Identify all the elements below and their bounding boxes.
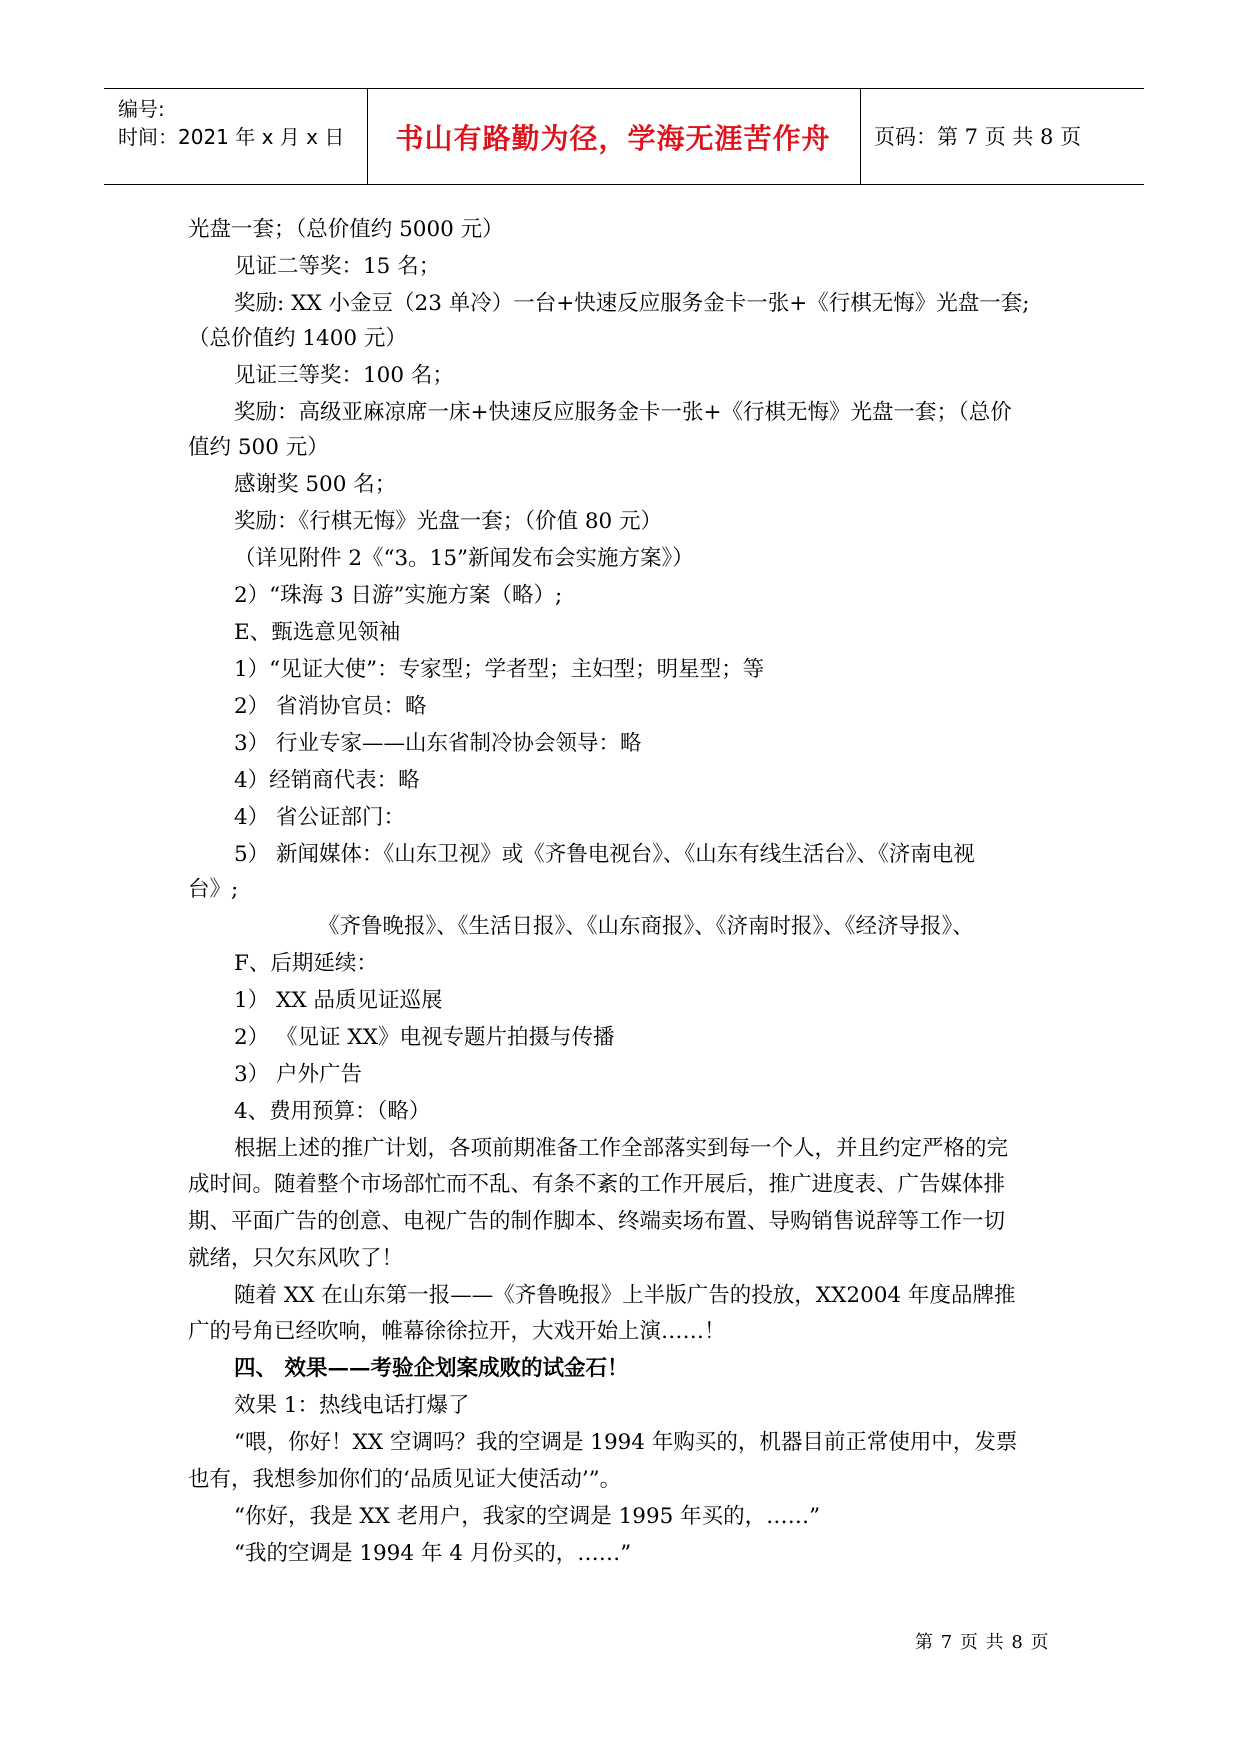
- document-number-label: 编号:: [118, 97, 165, 121]
- section-heading: E、甄选意见领袖: [234, 620, 401, 645]
- body-line: 1） XX 品质见证巡展: [234, 988, 443, 1013]
- body-line: “你好，我是 XX 老用户，我家的空调是 1995 年买的，……”: [234, 1504, 821, 1529]
- body-line: 值约 500 元）: [188, 435, 329, 460]
- body-line: 就绪，只欠东风吹了！: [188, 1246, 404, 1271]
- body-line: 也有，我想参加你们的‘品质见证大使活动’”。: [188, 1467, 622, 1492]
- body-line: “我的空调是 1994 年 4 月份买的，……”: [234, 1541, 632, 1566]
- body-line: 根据上述的推广计划，各项前期准备工作全部落实到每一个人，并且约定严格的完: [234, 1136, 1009, 1161]
- body-line: 3） 行业专家——山东省制冷协会领导：略: [234, 731, 642, 756]
- page-header: [104, 88, 1144, 185]
- body-line: 2） 省消协官员：略: [234, 694, 427, 719]
- body-line: 期、平面广告的创意、电视广告的制作脚本、终端卖场布置、导购销售说辞等工作一切: [188, 1209, 1006, 1234]
- body-line: 奖励：《行棋无悔》光盘一套；（价值 80 元）: [234, 509, 663, 534]
- body-line: 《齐鲁晚报》、《生活日报》、《山东商报》、《济南时报》、《经济导报》、: [318, 914, 974, 939]
- section-heading: F、后期延续：: [234, 951, 378, 976]
- page-footer: 第 7 页 共 8 页: [915, 1632, 1050, 1653]
- body-line: 广的号角已经吹响，帷幕徐徐拉开，大戏开始上演……！: [188, 1319, 726, 1344]
- body-line: 3） 户外广告: [234, 1062, 363, 1087]
- header-divider: [860, 89, 861, 184]
- body-line: 5） 新闻媒体：《山东卫视》或《齐鲁电视台》、《山东有线生活台》、《济南电视: [234, 842, 975, 867]
- body-line: 1）“见证大使”：专家型；学者型；主妇型；明星型；等: [234, 657, 765, 682]
- section-heading: 四、 效果——考验企划案成败的试金石！: [234, 1356, 629, 1381]
- body-line: （详见附件 2《“3。15”新闻发布会实施方案》）: [234, 546, 694, 571]
- body-line: 感谢奖 500 名；: [234, 472, 397, 497]
- body-line: 台》;: [188, 877, 239, 902]
- body-line: “喂，你好！XX 空调吗？我的空调是 1994 年购买的，机器目前正常使用中，发票: [234, 1430, 1018, 1455]
- body-line: 2） 《见证 XX》电视专题片拍摄与传播: [234, 1025, 615, 1050]
- body-line: 随着 XX 在山东第一报——《齐鲁晚报》上半版广告的投放，XX2004 年度品牌推: [234, 1283, 1016, 1308]
- header-meta: [118, 95, 344, 151]
- body-line: 光盘一套；（总价值约 5000 元）: [188, 217, 504, 242]
- body-line: 见证三等奖：100 名；: [234, 363, 454, 388]
- body-line: 奖励: XX 小金豆（23 单冷）一台+快速反应服务金卡一张+《行棋无悔》光盘一套;: [234, 291, 1030, 316]
- body-line: 4） 省公证部门：: [234, 805, 406, 830]
- document-time-label: 时间：2021 年 x 月 x 日: [118, 125, 345, 149]
- body-line: 效果 1：热线电话打爆了: [234, 1393, 470, 1418]
- body-line: 见证二等奖：15 名；: [234, 254, 441, 279]
- header-motto: 书山有路勤为径，学海无涯苦作舟: [395, 122, 831, 155]
- body-line: 4、费用预算：（略）: [234, 1099, 431, 1124]
- body-line: （总价值约 1400 元）: [188, 326, 407, 351]
- body-line: 2）“珠海 3 日游”实施方案（略）;: [234, 583, 563, 608]
- body-line: 奖励：高级亚麻凉席一床+快速反应服务金卡一张+《行棋无悔》光盘一套；（总价: [234, 400, 1012, 425]
- body-line: 成时间。随着整个市场部忙而不乱、有条不紊的工作开展后，推广进度表、广告媒体排: [188, 1172, 1006, 1197]
- body-line: 4）经销商代表：略: [234, 768, 420, 793]
- header-page-number: 页码：第 7 页 共 8 页: [874, 125, 1082, 149]
